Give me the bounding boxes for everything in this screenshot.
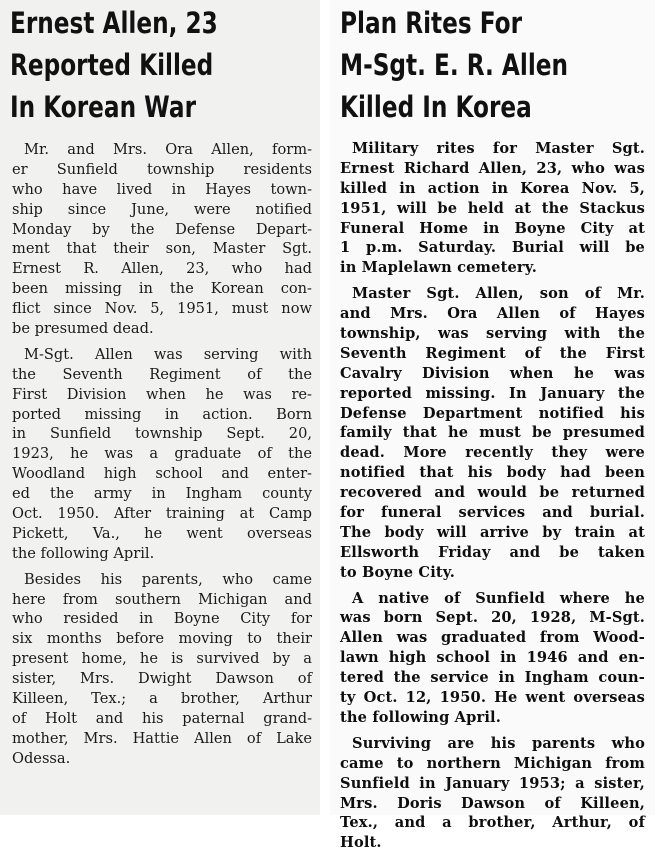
paragraph [12, 140, 312, 339]
left-clipping [0, 0, 320, 815]
text-line: to Boyne City. [340, 563, 455, 581]
left-headline-line-2: Reported Killed [10, 48, 214, 82]
right-headline [340, 2, 568, 128]
text-line: six months before moving to their [12, 630, 312, 648]
text-line: the following April. [340, 708, 501, 726]
text-line: lawn high school in 1946 and en- [340, 649, 645, 667]
text-line: in Sunfield township Sept. 20, [12, 425, 312, 443]
right-article-body [340, 139, 645, 853]
text-line: and Mrs. Ora Allen of Hayes [340, 305, 645, 323]
text-line: Ernest R. Allen, 23, who had [12, 260, 312, 278]
text-line: been missing in the Korean con- [12, 280, 312, 298]
text-line: reported missing. In January the [340, 384, 645, 402]
text-line: Surviving are his parents who [352, 734, 645, 752]
text-line: ported missing in action. Born [12, 405, 312, 423]
text-line: who resided in Boyne City for [12, 610, 312, 628]
text-line: Oct. 1950. After training at Camp [12, 505, 312, 523]
right-headline-line-1: Plan Rites For [340, 6, 523, 40]
text-line: of Holt and his paternal grand- [12, 709, 312, 727]
text-line: Odessa. [12, 749, 71, 767]
text-line: 1951, will be held at the Stackus [340, 199, 645, 217]
text-line: Funeral Home in Boyne City at [340, 219, 645, 237]
text-line: The body will arrive by train at [340, 523, 645, 541]
text-line: First Division when he was re- [12, 385, 312, 403]
text-line: Mrs. Doris Dawson of Killeen, [340, 794, 645, 812]
text-line: Tex., and a brother, Arthur, of [340, 814, 645, 832]
text-line: recovered and would be returned [340, 484, 645, 502]
text-line: dead. More recently they were [340, 444, 645, 462]
text-line: mother, Mrs. Hattie Allen of Lake [12, 729, 312, 747]
text-line: was born Sept. 20, 1928, M-Sgt. [340, 609, 645, 627]
text-line: 1923, he was a graduate of the [12, 445, 312, 463]
text-line: the Seventh Regiment of the [12, 365, 312, 383]
text-line: ty Oct. 12, 1950. He went overseas [340, 689, 645, 707]
paragraph [12, 345, 312, 564]
right-headline-line-2: M-Sgt. E. R. Allen [340, 48, 569, 82]
text-line: who have lived in Hayes town- [12, 180, 312, 198]
text-line: Cavalry Division when he was [340, 364, 645, 382]
text-line: family that he must be presumed [340, 424, 645, 442]
text-line: township, was serving with the [340, 325, 645, 343]
text-line: 1 p.m. Saturday. Burial will be [340, 239, 645, 257]
text-line: Master Sgt. Allen, son of Mr. [352, 285, 645, 303]
text-line: ment that their son, Master Sgt. [12, 240, 312, 258]
left-headline-line-1: Ernest Allen, 23 [10, 6, 218, 40]
text-line: Besides his parents, who came [24, 570, 312, 588]
text-line: present home, he is survived by a [12, 650, 312, 668]
text-line: tered the service in Ingham coun- [340, 669, 645, 687]
text-line: Defense Department notified his [340, 404, 645, 422]
text-line: ship since June, were notified [12, 200, 312, 218]
text-line: ed the army in Ingham county [12, 485, 312, 503]
paragraph [340, 734, 645, 853]
paragraph [340, 139, 645, 278]
right-clipping [330, 0, 655, 852]
text-line: killed in action in Korea Nov. 5, [340, 179, 645, 197]
text-line: flict since Nov. 5, 1951, must now [12, 300, 312, 318]
text-line: here from southern Michigan and [12, 590, 312, 608]
text-line: came to northern Michigan from [340, 754, 645, 772]
left-article-body [12, 140, 312, 769]
text-line: Pickett, Va., he went overseas [12, 524, 312, 542]
text-line: Mr. and Mrs. Ora Allen, form- [24, 141, 312, 158]
text-line: Military rites for Master Sgt. [352, 140, 645, 157]
text-line: for funeral services and burial. [340, 504, 645, 522]
paragraph [340, 589, 645, 728]
text-line: er Sunfield township residents [12, 160, 312, 178]
text-line: Ellsworth Friday and be taken [340, 543, 645, 561]
text-line: in Maplelawn cemetery. [340, 259, 537, 277]
right-headline-line-3: Killed In Korea [340, 90, 532, 124]
text-line: Woodland high school and enter- [12, 465, 312, 483]
text-line: A native of Sunfield where he [352, 589, 645, 607]
text-line: be presumed dead. [12, 320, 154, 338]
text-line: Allen was graduated from Wood- [340, 629, 645, 647]
text-line: Killeen, Tex.; a brother, Arthur [12, 690, 312, 708]
text-line: sister, Mrs. Dwight Dawson of [12, 670, 312, 688]
text-line: M-Sgt. Allen was serving with [24, 345, 312, 363]
text-line: the following April. [12, 544, 155, 562]
text-line: Monday by the Defense Depart- [12, 220, 312, 238]
paragraph [12, 570, 312, 769]
text-line: notified that his body had been [340, 464, 645, 482]
text-line: Sunfield in January 1953; a sister, [340, 774, 645, 792]
text-line: Ernest Richard Allen, 23, who was [340, 159, 645, 177]
left-headline-line-3: In Korean War [10, 90, 197, 124]
paragraph [340, 284, 645, 582]
left-headline [10, 2, 218, 128]
text-line: Seventh Regiment of the First [340, 344, 645, 362]
text-line: Holt. [340, 834, 382, 852]
